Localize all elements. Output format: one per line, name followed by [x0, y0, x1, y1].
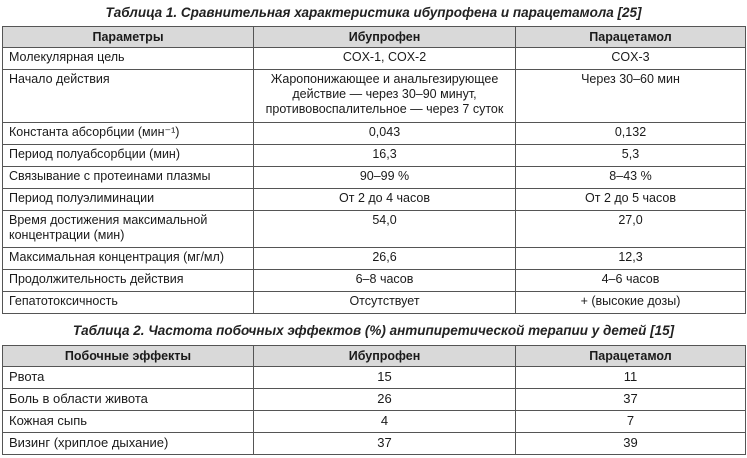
header-side-effects: Побочные эффекты	[3, 346, 254, 367]
table-row	[3, 389, 746, 411]
param-cell: Период полуэлиминации	[3, 189, 254, 211]
param-cell: Период полуабсорбции (мин)	[3, 145, 254, 167]
ibuprofen-cell: 6–8 часов	[254, 270, 516, 292]
side-effects-table	[2, 345, 746, 455]
ibuprofen-cell: 16,3	[254, 145, 516, 167]
table-row	[3, 433, 746, 455]
table1-caption: Таблица 1. Сравнительная характеристика ибупрофена и парацетамола [25]	[105, 5, 642, 20]
table-row	[3, 292, 746, 314]
header-parameters: Параметры	[3, 27, 254, 48]
paracetamol-cell: 5,3	[516, 145, 746, 167]
ibuprofen-cell: 15	[254, 367, 516, 389]
paracetamol-cell: COX-3	[516, 48, 746, 70]
param-cell: Время достижения максимальной концентрации (мин)	[3, 211, 254, 248]
table-row	[3, 167, 746, 189]
table-row	[3, 48, 746, 70]
table-row	[3, 211, 746, 248]
effect-cell: Боль в области живота	[3, 389, 254, 411]
effect-cell: Визинг (хриплое дыхание)	[3, 433, 254, 455]
paracetamol-cell: Через 30–60 мин	[516, 70, 746, 123]
paracetamol-cell: 39	[516, 433, 746, 455]
param-cell: Константа абсорбции (мин⁻¹)	[3, 123, 254, 145]
table-row	[3, 70, 746, 123]
ibuprofen-cell: Отсутствует	[254, 292, 516, 314]
ibuprofen-cell: 37	[254, 433, 516, 455]
param-cell: Молекулярная цель	[3, 48, 254, 70]
param-cell: Максимальная концентрация (мг/мл)	[3, 248, 254, 270]
paracetamol-cell: 37	[516, 389, 746, 411]
table-header-row	[3, 346, 746, 367]
header-paracetamol: Парацетамол	[516, 27, 746, 48]
paracetamol-cell: 0,132	[516, 123, 746, 145]
ibuprofen-cell: 90–99 %	[254, 167, 516, 189]
ibuprofen-cell: 0,043	[254, 123, 516, 145]
table2-caption: Таблица 2. Частота побочных эффектов (%) антипиретической терапии у детей [15]	[72, 323, 675, 338]
effect-cell: Рвота	[3, 367, 254, 389]
ibuprofen-cell: Жаропонижающее и анальгезирующее действие — через 30–90 минут, противовоспалительное — через 7 суток	[254, 70, 516, 123]
table-row	[3, 248, 746, 270]
table-row	[3, 189, 746, 211]
paracetamol-cell: 12,3	[516, 248, 746, 270]
paracetamol-cell: 8–43 %	[516, 167, 746, 189]
param-cell: Продолжительность действия	[3, 270, 254, 292]
param-cell: Связывание с протеинами плазмы	[3, 167, 254, 189]
table-row	[3, 145, 746, 167]
comparison-table	[2, 26, 746, 314]
ibuprofen-cell: От 2 до 4 часов	[254, 189, 516, 211]
ibuprofen-cell: 4	[254, 411, 516, 433]
param-cell: Начало действия	[3, 70, 254, 123]
effect-cell: Кожная сыпь	[3, 411, 254, 433]
ibuprofen-cell: 26	[254, 389, 516, 411]
table-row	[3, 411, 746, 433]
paracetamol-cell: От 2 до 5 часов	[516, 189, 746, 211]
header-ibuprofen: Ибупрофен	[254, 346, 516, 367]
paracetamol-cell: 11	[516, 367, 746, 389]
table-row	[3, 367, 746, 389]
ibuprofen-cell: 26,6	[254, 248, 516, 270]
param-cell: Гепатотоксичность	[3, 292, 254, 314]
paracetamol-cell: 27,0	[516, 211, 746, 248]
paracetamol-cell: + (высокие дозы)	[516, 292, 746, 314]
header-ibuprofen: Ибупрофен	[254, 27, 516, 48]
paracetamol-cell: 7	[516, 411, 746, 433]
header-paracetamol: Парацетамол	[516, 346, 746, 367]
ibuprofen-cell: COX-1, COX-2	[254, 48, 516, 70]
table-header-row	[3, 27, 746, 48]
table-row	[3, 123, 746, 145]
paracetamol-cell: 4–6 часов	[516, 270, 746, 292]
table-row	[3, 270, 746, 292]
ibuprofen-cell: 54,0	[254, 211, 516, 248]
